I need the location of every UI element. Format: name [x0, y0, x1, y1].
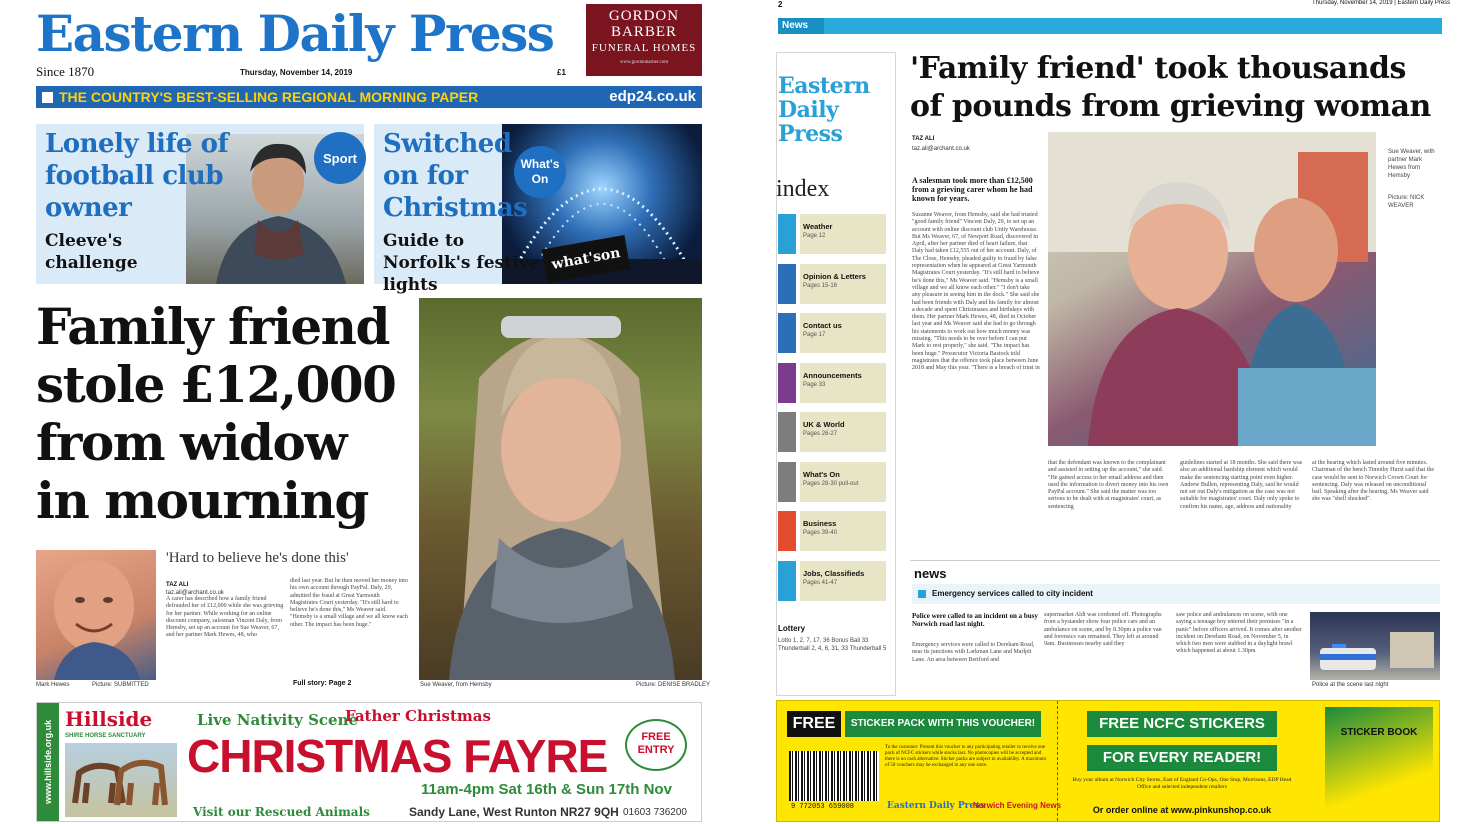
- ad-line: FUNERAL HOMES: [591, 42, 697, 54]
- index-swatch: [778, 412, 796, 452]
- masthead-title: Eastern Daily Press: [36, 4, 554, 63]
- index-item[interactable]: [800, 462, 886, 502]
- index-item-title: Business: [803, 519, 837, 528]
- index-item-title: Contact us: [803, 321, 842, 330]
- father-christmas-line: Father Christmas: [345, 707, 491, 725]
- issue-date: Thursday, November 14, 2019: [240, 68, 353, 77]
- mark-hewes-photo: [36, 550, 156, 680]
- sport-badge: Sport: [314, 132, 366, 184]
- byline-email: taz.ali@archant.co.uk: [912, 146, 970, 152]
- couple-photo: [1048, 132, 1376, 446]
- index-swatch: [778, 363, 796, 403]
- fayre-title: CHRISTMAS FAYRE: [187, 730, 608, 782]
- promo-sub: Guide to Norfolk's festive lights: [383, 231, 540, 295]
- index-item-pages: Page 33: [803, 381, 826, 388]
- byline-email: taz.ali@archant.co.uk: [166, 590, 224, 596]
- square-icon: [42, 92, 53, 103]
- price-label: £1: [557, 68, 566, 77]
- index-item[interactable]: [800, 511, 886, 551]
- index-item[interactable]: [800, 412, 886, 452]
- index-item-title: Opinion & Letters: [803, 271, 866, 281]
- photo-caption: Police at the scene last night: [1312, 682, 1389, 688]
- byline: TAZ ALI: [166, 582, 189, 588]
- brief-body: Emergency services were called to Dereham Road, near its junctions with Larkman Lane and Marlpit Lane. An area between Bertford and: [912, 642, 1035, 663]
- article-headline[interactable]: 'Family friend' took thousands of pounds from grieving woman: [910, 51, 1431, 124]
- full-story-link[interactable]: Full story: Page 2: [293, 680, 352, 687]
- index-item-title: What's On: [803, 469, 840, 479]
- promo-sport[interactable]: [36, 124, 364, 284]
- hillside-url: www.hillside.org.uk: [37, 703, 59, 821]
- barcode-number: 9 772053 659008: [791, 803, 855, 811]
- whatson-logo: what'son: [542, 235, 631, 283]
- index-item-title: UK & World: [803, 420, 845, 429]
- tagline-text: THE COUNTRY'S BEST-SELLING REGIONAL MORNING PAPER: [59, 89, 479, 105]
- sticker-pack-label: STICKER PACK WITH THIS VOUCHER!: [845, 711, 1041, 737]
- photo-caption: Sue Weaver, from Hemsby: [420, 682, 492, 688]
- article-intro: A salesman took more than £12,500 from a grieving carer whom he had known for years.: [912, 176, 1033, 203]
- article-body: died last year. But he then moved her money into his own account through PayPal. Daly, 29, admitted the fraud at Great Yarmouth Magistrates Court yesterday. "It's still hard to believe he's done this," Ms Weaver said. "Hemsby is a small village and we all know each other. The impact has been huge.": [290, 578, 408, 628]
- promo-headline: Switched on for Christmas: [383, 129, 528, 223]
- index-swatch: [778, 462, 796, 502]
- ad-url: www.gordonbarber.com: [619, 60, 669, 65]
- hillside-name: Hillside: [65, 707, 153, 731]
- article-body: A carer has described how a family friend defrauded her of £12,000 while she was grieving for her partner. While working for an online discount company, salesman Vincent Daly, from Hemsby, set up an account for Sue Weaver, 67, and her partner Mark Hewes, 48, who: [166, 596, 284, 639]
- every-reader: FOR EVERY READER!: [1087, 745, 1277, 771]
- index-item-pages: Pages 39-40: [803, 530, 838, 536]
- sticker-book-label: STICKER BOOK: [1340, 727, 1418, 738]
- barcode: [789, 751, 879, 801]
- hillside-sub: SHIRE HORSE SANCTUARY: [65, 733, 146, 739]
- sticker-voucher-ad[interactable]: [776, 700, 1440, 822]
- index-item-title: Weather: [803, 222, 833, 231]
- lottery-box: [778, 625, 896, 653]
- fayre-phone: 01603 736200: [623, 807, 687, 818]
- ad-line: GORDON: [608, 8, 680, 24]
- tagline-bar: [36, 86, 702, 108]
- index-item[interactable]: [800, 264, 886, 304]
- page-number: 2: [778, 0, 783, 9]
- index-swatch: [778, 264, 796, 304]
- brief-headline[interactable]: Emergency services called to city incident: [912, 584, 1440, 604]
- promo-whatson[interactable]: [374, 124, 702, 295]
- nativity-line: Live Nativity Scene: [197, 711, 359, 729]
- brief-column: saw police and ambulances on scene, with one saying a teenage boy entered their premises "in a panic" before officers arrived. It comes after another incident on Dereham Road, on November 5, in which two men were stabbed in a daylight brawl which happened at about 1.30pm: [1176, 612, 1302, 655]
- index-swatch: [778, 511, 796, 551]
- christmas-fayre-ad[interactable]: [36, 702, 702, 822]
- photo-caption: Mark Hewes: [36, 682, 70, 688]
- edp-logo: Eastern Daily Press: [778, 73, 870, 147]
- site-link[interactable]: edp24.co.uk: [609, 88, 696, 105]
- index-item-pages: Pages 41-47: [803, 579, 838, 586]
- gordon-barber-ad[interactable]: [586, 4, 702, 76]
- caption-text: Sue Weaver, with partner Mark Hewes from Hemsby: [1388, 149, 1435, 179]
- index-item-title: Announcements: [803, 370, 862, 380]
- index-item-pages: Pages 28-30 pull-out: [803, 480, 859, 487]
- promo-headline: Lonely life of football club owner: [45, 129, 229, 223]
- brand-evening-news: Norwich Evening News: [973, 801, 1062, 810]
- fayre-times: 11am-4pm Sat 16th & Sun 17th Nov: [421, 781, 672, 798]
- ad-line: BARBER: [610, 24, 677, 40]
- byline: TAZ ALI: [912, 136, 935, 142]
- section-label: News: [778, 18, 824, 34]
- index-item[interactable]: [800, 313, 886, 353]
- index-item-pages: Page 12: [803, 233, 826, 239]
- index-item[interactable]: [800, 363, 886, 403]
- photo-credit: Picture: SUBMITTED: [92, 682, 149, 688]
- news-label: news: [914, 566, 947, 581]
- police-scene-photo: [1310, 612, 1440, 680]
- lottery-title: Lottery: [778, 624, 806, 633]
- cut-line: [1057, 701, 1058, 821]
- pull-quote: 'Hard to believe he's done this': [166, 550, 349, 566]
- index-swatch: [778, 561, 796, 601]
- index-swatch: [778, 313, 796, 353]
- lottery-results: Lotto 1, 2, 7, 17, 36 Bonus Ball 33 Thunderball 2, 4, 6, 31, 33 Thunderball 5: [778, 638, 887, 652]
- page-header: Thursday, November 14, 2019 | Eastern Daily Press: [1312, 0, 1451, 6]
- index-item[interactable]: [800, 561, 886, 601]
- photo-credit: Picture: DENISE BRADLEY: [636, 682, 711, 688]
- free-entry-badge: FREE ENTRY: [625, 719, 687, 771]
- free-ncfc-stickers: FREE NCFC STICKERS: [1087, 711, 1277, 737]
- index-item-pages: Pages 15-16: [803, 282, 838, 289]
- free-label: FREE: [787, 711, 841, 737]
- article-column: guidelines started at 18 months. She said there was also an additional hardship element which would make the sentencing starting point even higher. Andrew Bullen, representing Daly, said he would not set out Daly's mitigation as the case was not suitable for magistrates' court. Daly only spoke to confirm his name, age, address and nationality: [1180, 460, 1303, 510]
- voucher-terms: To the customer: Present this voucher to any participating retailer to receive one pack of NCFC stickers while stocks last. No photocopies will be accepted and there is no cash alternative. Sticker packs are subject to availability. A maximum of 50 vouchers may be exchanged in any one store.: [885, 745, 1047, 768]
- index-swatch: [778, 214, 796, 254]
- sticker-book-image: [1325, 707, 1433, 817]
- index-item-title: Jobs, Classifieds: [803, 568, 865, 578]
- photo-credit: Picture: NICK WEAVER: [1388, 195, 1425, 209]
- since-label: Since 1870: [36, 64, 95, 79]
- index-item[interactable]: [800, 214, 886, 254]
- photo-caption: [1388, 148, 1440, 210]
- sue-weaver-photo: [419, 298, 702, 680]
- order-online[interactable]: Or order online at www.pinkunshop.co.uk: [1092, 805, 1272, 815]
- fayre-address: Sandy Lane, West Runton NR27 9QH: [409, 805, 619, 819]
- index-item-pages: Pages 26-27: [803, 431, 838, 437]
- promo-sub: Cleeve's challenge: [45, 231, 138, 273]
- brief-lead: Police were called to an incident on a busy Norwich road last night.: [912, 612, 1038, 628]
- brand-edp: Eastern Daily Press: [887, 801, 986, 811]
- whatson-badge: What's On: [514, 146, 566, 198]
- horses-photo: [65, 743, 177, 817]
- article-body: Suzanne Weaver, from Hemsby, said she had trusted "good family friend" Vincent Daly, 29, to set up an account with online discount club Unity Warehouse. But Ms Weaver, 67, of Newport Road, discovered in April, after her partner died of heart failure, that Daly had taken £12,555 out of her account. Daly, of The Close, Hemsby, pleaded guilty to fraud by false representation when he appeared at Great Yarmouth Magistrates Court yesterday. "It's still hard to believe he's done this," Ms Weaver said. "Hemsby is a small village and we all know each other." "I don't take any pleasure in seeing him in the dock." She said she had been friends with Daly and his family for almost a decade and spent Christmases and birthdays with them. Her partner Mark Hewes, 48, died in October last year and Ms Weaver said she had to go through his statements to work out how much money was missing. "This needs to be over before I can put Mark to rest properly," she said. "The impact has been huge." Prosecutor Victoria Bastock told magistrates that the offence took place between June 2018 and May this year. "There is a breach of trust in: [912, 212, 1040, 372]
- buy-album-text: Buy your album at Norwich City Stores, East of England Co-Ops, One Stop, Morrisons, EDP Head Office and selected independent retailers: [1072, 777, 1292, 790]
- article-column: at the hearing which lasted around five minutes. Chairman of the bench Timothy Hurst said that the case would be sent to Norwich Crown Court for sentencing. Daly was released on unconditional bail. Speaking after the hearing, Ms Weaver said she was "shell shocked".: [1312, 460, 1434, 503]
- brief-column: supermarket Aldi was cordoned off. Photographs from a bystander show four police cars and an ambulance on scene, and by 8.30pm a police van and forensics van remained. They left at around 9am. Businesses nearby said they: [1044, 612, 1162, 648]
- section-bar: [778, 18, 1442, 34]
- index-title: index: [776, 176, 830, 202]
- main-headline[interactable]: Family friend stole £12,000 from widow in mourning: [36, 297, 396, 530]
- index-item-pages: Page 17: [803, 332, 826, 338]
- visit-line: Visit our Rescued Animals: [193, 805, 370, 819]
- article-column: that the defendant was known to the complainant and assisted in setting up the account," she said. "He gained access to her email address and then used the information to divert money into his own PayPal account." She said the matter was too serious to be dealt with at magistrates' court, as sentencing: [1048, 460, 1169, 510]
